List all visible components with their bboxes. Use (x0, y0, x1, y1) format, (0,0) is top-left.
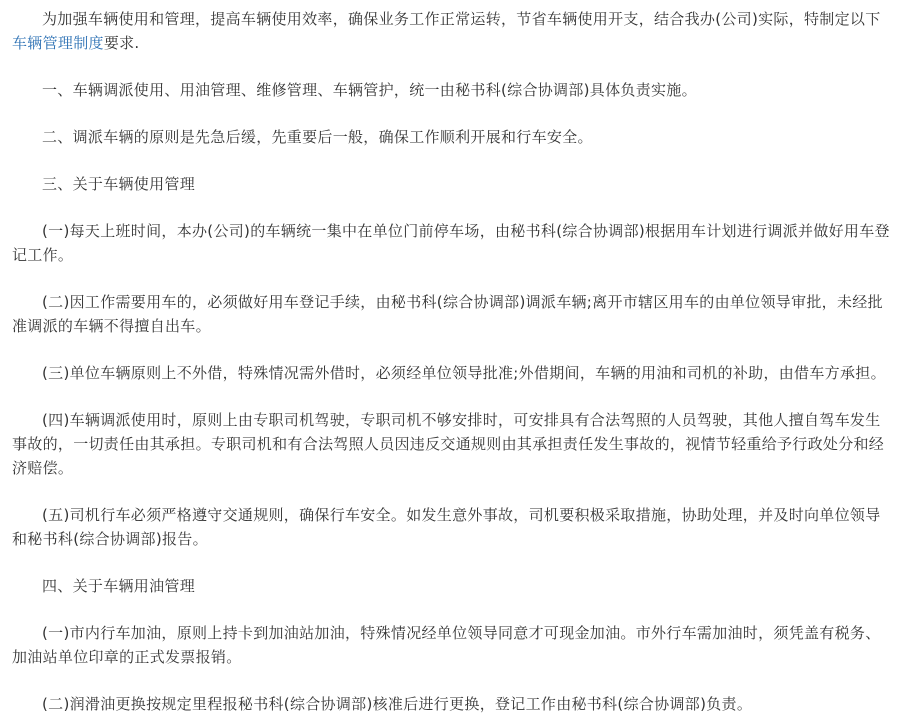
intro-text-end: 要求. (103, 34, 140, 52)
paragraph-3-4: (四)车辆调派使用时，原则上由专职司机驾驶，专职司机不够安排时，可安排具有合法驾照的人员驾驶，其他人擅自驾车发生事故的，一切责任由其承担。专职司机和有合法驾照人员因违反交通规则由其承担责任发生事故的，视情节轻重给予行政处分和经济赔偿。 (12, 411, 885, 477)
paragraph-4-2: (二)润滑油更换按规定里程报秘书科(综合协调部)核准后进行更换，登记工作由秘书科(综合协调部)负责。 (42, 695, 753, 713)
section-heading-3: 三、关于车辆使用管理 (42, 175, 196, 193)
paragraph-2: 二、调派车辆的原则是先急后缓，先重要后一般，确保工作顺利开展和行车安全。 (42, 128, 593, 146)
paragraph-3-2: (二)因工作需要用车的，必须做好用车登记手续，由秘书科(综合协调部)调派车辆;离开市辖区用车的由单位领导审批，未经批准调派的车辆不得擅自出车。 (12, 293, 883, 335)
paragraph-3-1: (一)每天上班时间，本办(公司)的车辆统一集中在单位门前停车场，由秘书科(综合协调部)根据用车计划进行调派并做好用车登记工作。 (12, 222, 890, 264)
intro-text: 为加强车辆使用和管理，提高车辆使用效率，确保业务工作正常运转，节省车辆使用开支，结合我办(公司)实际，特制定以下 (42, 10, 881, 28)
paragraph-3-3: (三)单位车辆原则上不外借，特殊情况需外借时，必须经单位领导批准;外借期间，车辆的用油和司机的补助，由借车方承担。 (42, 364, 886, 382)
intro-paragraph (12, 7, 892, 55)
section-heading-4: 四、关于车辆用油管理 (42, 577, 196, 595)
paragraph-4-1: (一)市内行车加油，原则上持卡到加油站加油，特殊情况经单位领导同意才可现金加油。市外行车需加油时，须凭盖有税务、加油站单位印章的正式发票报销。 (12, 624, 881, 666)
vehicle-management-link[interactable]: 车辆管理制度 (12, 34, 104, 52)
article-body (12, 0, 892, 716)
paragraph-1: 一、车辆调派使用、用油管理、维修管理、车辆管护，统一由秘书科(综合协调部)具体负责实施。 (42, 81, 697, 99)
paragraph-3-5: (五)司机行车必须严格遵守交通规则，确保行车安全。如发生意外事故，司机要积极采取措施，协助处理，并及时向单位领导和秘书科(综合协调部)报告。 (12, 506, 881, 548)
